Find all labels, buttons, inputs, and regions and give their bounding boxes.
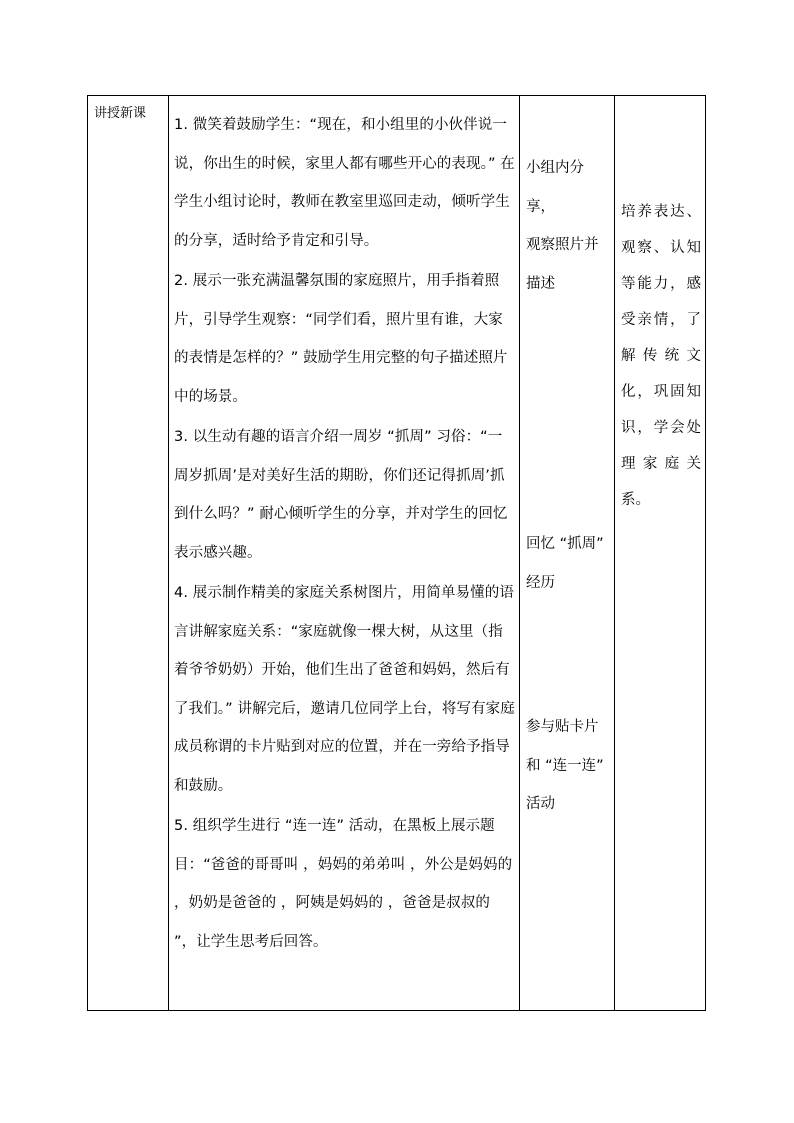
- student-line: 回忆 “抓周”: [526, 536, 604, 552]
- teacher-activity-cell: [168, 96, 519, 1010]
- student-line: 参与贴卡片: [526, 719, 599, 735]
- student-line: 观察照片并: [526, 237, 599, 253]
- student-activity-cell: [519, 96, 614, 1010]
- teacher-step-1: 1. 微笑着鼓励学生：“现在，和小组里的小伙伴说一说，你出生的时候，家里人都有哪些开心的表现。” 在学生小组讨论时，教师在教室里巡回走动，倾听学生的分享，适时给予肯定和引导。: [174, 117, 515, 249]
- student-line: 活动: [526, 796, 555, 812]
- student-line: 小组内分享，: [526, 160, 584, 215]
- student-activity-group-2: [526, 525, 610, 602]
- section-cell: [88, 96, 168, 1010]
- teacher-step-4: 4. 展示制作精美的家庭关系树图片，用简单易懂的语言讲解家庭关系：“家庭就像一棵大树，从这里（指着爷爷奶奶）开始，他们生出了爸爸和妈妈，然后有了我们。” 讲解完后，邀请几位同学上台，将写有家庭成员称谓的卡片贴到对应的位置，并在一旁给予指导和鼓励。: [174, 585, 515, 794]
- design-intent-cell: [614, 96, 707, 1010]
- student-activity-group-3: [526, 708, 610, 824]
- teacher-step-3: 3. 以生动有趣的语言介绍一周岁 “抓周” 习俗：“一周岁抓周’是对美好生活的期盼，你们还记得抓周’抓到什么吗？” 耐心倾听学生的分享，并对学生的回忆表示感兴趣。: [174, 429, 508, 561]
- design-intent-text: 培养表达、观察、认知等能力，感受亲情，了解传统文化，巩固知识，学会处理家庭关系。: [621, 204, 701, 508]
- student-activity-group-1: [526, 149, 610, 303]
- lesson-plan-table: [87, 95, 706, 1011]
- student-line: 经历: [526, 574, 555, 591]
- section-label: 讲授新课: [94, 106, 147, 121]
- student-line: 和 “连一连”: [526, 757, 604, 774]
- student-line: 描述: [526, 275, 555, 292]
- teacher-step-2: 2. 展示一张充满温馨氛围的家庭照片，用手指着照片，引导学生观察：“同学们看，照片里有谁，大家的表情是怎样的？” 鼓励学生用完整的句子描述照片中的场景。: [174, 273, 508, 405]
- teacher-step-5: 5. 组织学生进行 “连一连” 活动，在黑板上展示题目：“爸爸的哥哥叫 ，妈妈的弟弟叫 ，外公是妈妈的 ，奶奶是爸爸的 ，阿姨是妈妈的 ，爸爸是叔叔的 ”，让学生思考后回答。: [174, 818, 513, 950]
